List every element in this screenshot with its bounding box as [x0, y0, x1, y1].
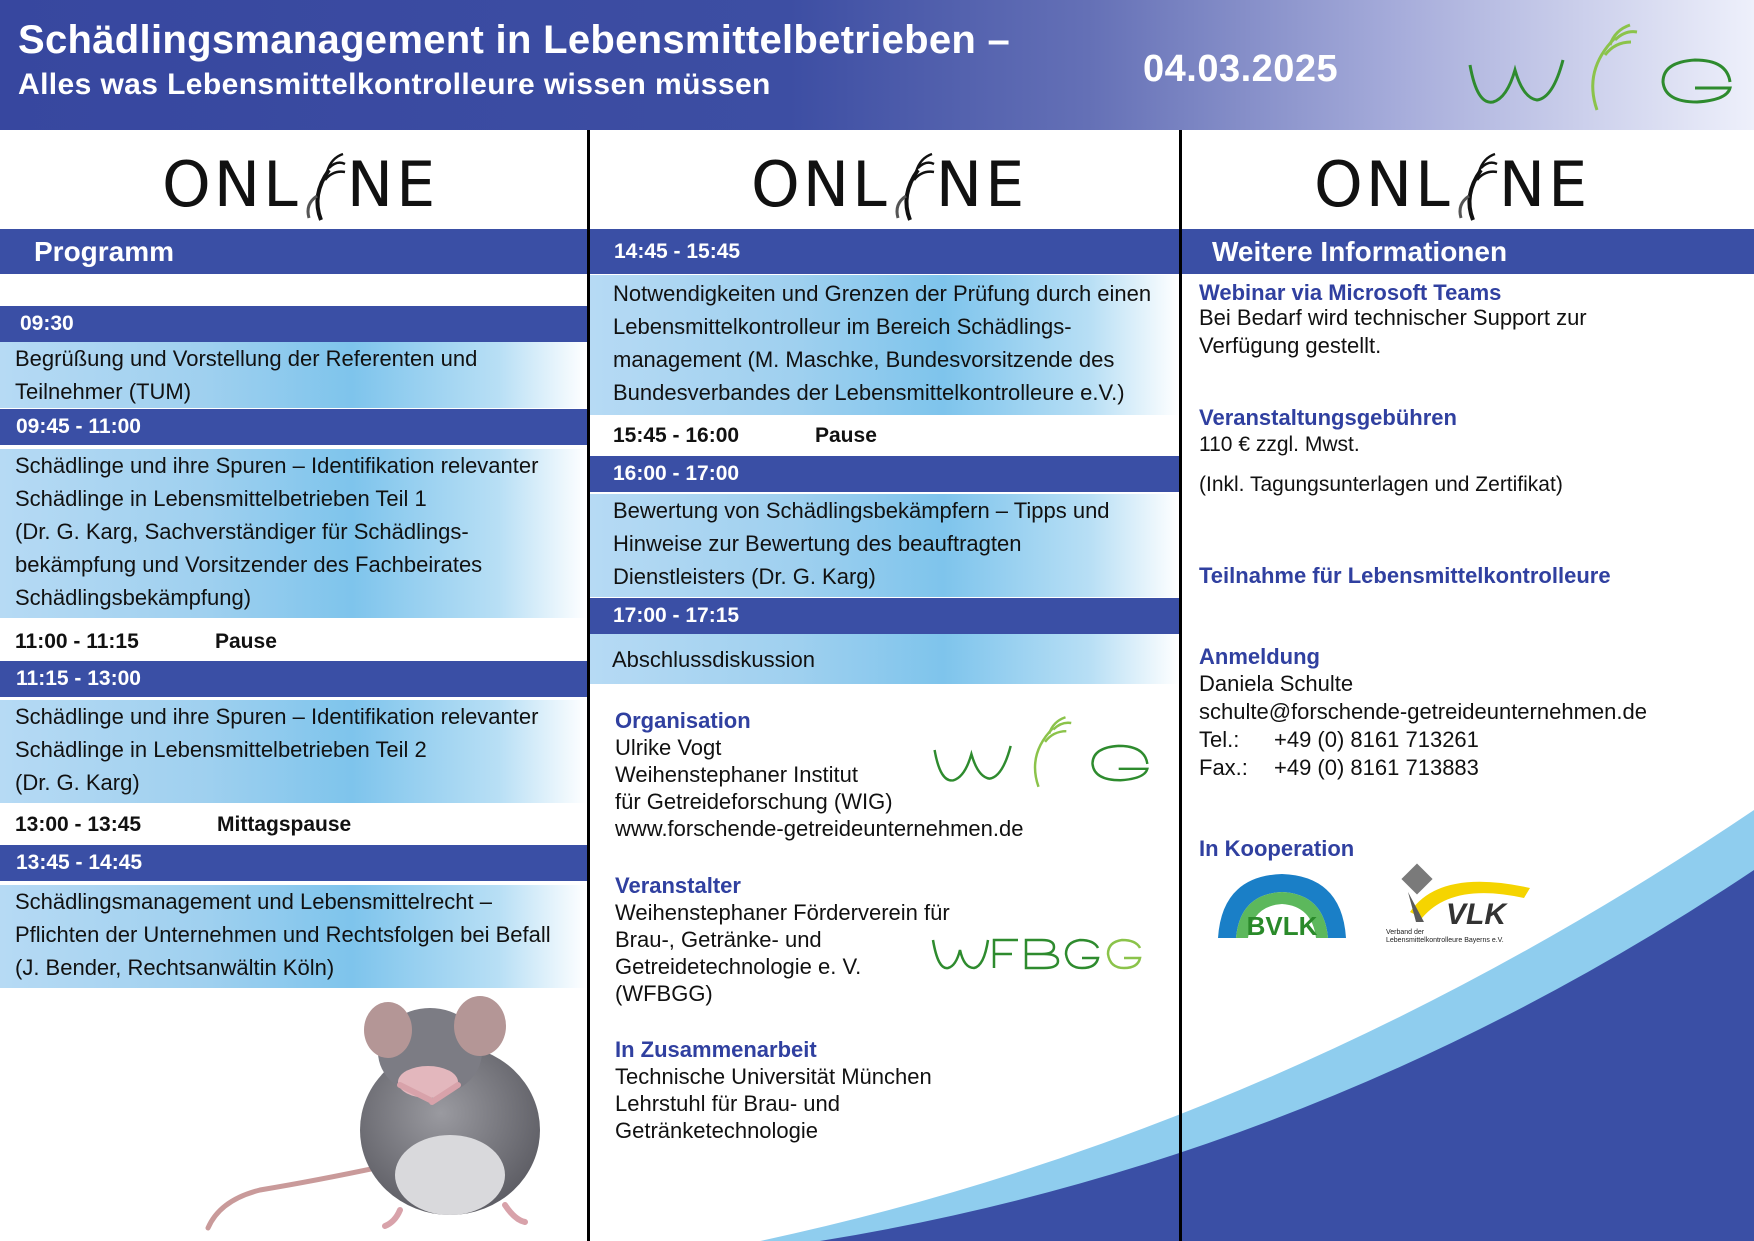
online-text-left: ONL	[162, 147, 301, 221]
time-bar: 17:00 - 17:15	[590, 598, 1179, 634]
veranstalter-line: Weihenstephaner Förderverein für	[615, 900, 950, 925]
organisation-line: Ulrike Vogt	[615, 735, 722, 760]
veranstalter-line: Brau-, Getränke- und	[615, 927, 822, 952]
wheat-i-icon	[301, 140, 347, 228]
vlk-caption-2: Lebensmittelkontrolleure Bayerns e.V.	[1386, 937, 1504, 944]
organisation-line: für Getreideforschung (WIG)	[615, 789, 893, 814]
tel-row	[1199, 726, 1647, 754]
vlk-logo	[1380, 862, 1540, 946]
header-banner	[0, 0, 1754, 130]
session-line: Teilnehmer (TUM)	[15, 379, 192, 404]
session-line: Begrüßung und Vorstellung der Referenten und	[15, 346, 478, 371]
webinar-heading: Webinar via Microsoft Teams	[1199, 280, 1502, 305]
session-block	[590, 275, 1179, 415]
time-bar: 14:45 - 15:45	[590, 229, 1179, 274]
session-line: Notwendigkeiten und Grenzen der Prüfung durch einen	[613, 281, 1152, 306]
pause-row	[15, 624, 575, 660]
registration-name: Daniela Schulte	[1199, 671, 1354, 696]
online-logo-right	[1314, 140, 1590, 228]
page-title: Schädlingsmanagement in Lebensmittelbetrieben –	[18, 18, 1011, 62]
fees-heading: Veranstaltungsgebühren	[1199, 405, 1457, 430]
session-line: Abschlussdiskussion	[612, 647, 815, 672]
online-text-right: NE	[346, 147, 439, 221]
session-line: Schädlinge in Lebensmittelbetrieben Teil 2	[15, 737, 427, 762]
time-bar: 09:45 - 11:00	[0, 409, 587, 445]
pause-label: Pause	[215, 630, 277, 653]
fax-label: Fax.:	[1199, 755, 1248, 780]
wheat-i-icon	[1453, 140, 1499, 228]
vlk-caption-1: Verband der	[1386, 929, 1425, 936]
time-bar: 11:15 - 13:00	[0, 661, 587, 697]
session-block	[0, 449, 587, 618]
webinar-text	[1199, 304, 1587, 360]
session-line: Dienstleisters (Dr. G. Karg)	[613, 564, 876, 589]
tel-label: Tel.:	[1199, 727, 1240, 752]
time-bar: 13:45 - 14:45	[0, 845, 587, 881]
session-line: Schädlingsbekämpfung)	[15, 585, 252, 610]
organisation-website[interactable]: www.forschende-getreideunternehmen.de	[615, 816, 1024, 841]
fax-value: +49 (0) 8161 713883	[1274, 755, 1479, 780]
time-bar: 16:00 - 17:00	[590, 456, 1179, 492]
time-bar: 09:30	[0, 306, 587, 342]
pause-time: 15:45 - 16:00	[613, 424, 740, 447]
veranstalter-line: Getreidetechnologie e. V.	[615, 954, 862, 979]
organisation-line: Weihenstephaner Institut	[615, 762, 858, 787]
registration-heading: Anmeldung	[1199, 644, 1320, 669]
participation-heading: Teilnahme für Lebensmittelkontrolleure	[1199, 563, 1611, 588]
online-logo-left	[162, 140, 438, 228]
vlk-text: VLK	[1446, 898, 1506, 931]
pause-label: Mittagspause	[217, 813, 352, 836]
online-logo-middle	[751, 140, 1027, 228]
veranstalter-heading: Veranstalter	[615, 873, 741, 898]
page-subtitle: Alles was Lebensmittelkontrolleure wissen müssen	[18, 68, 771, 101]
tel-value[interactable]: +49 (0) 8161 713261	[1274, 727, 1479, 752]
bvlk-logo	[1212, 868, 1352, 946]
pause-row	[15, 807, 575, 843]
session-line: (Dr. G. Karg)	[15, 770, 140, 795]
session-block	[590, 634, 1179, 684]
online-text-left: ONL	[751, 147, 890, 221]
pause-row	[613, 418, 1173, 454]
pause-time: 11:00 - 11:15	[15, 630, 139, 653]
wig-logo	[1465, 10, 1740, 120]
column-divider-right	[1179, 130, 1182, 1241]
mouse-illustration	[200, 990, 580, 1235]
column-divider-left	[587, 130, 590, 1241]
session-line: Schädlinge in Lebensmittelbetrieben Teil 1	[15, 486, 427, 511]
organisation-heading: Organisation	[615, 708, 751, 733]
session-line: Schädlinge und ihre Spuren – Identifikation relevanter	[15, 704, 539, 729]
decorative-wave	[760, 800, 1754, 1241]
zusammenarbeit-line: Getränketechnologie	[615, 1118, 819, 1143]
fax-row	[1199, 754, 1647, 782]
cooperation-heading: In Kooperation	[1199, 836, 1355, 861]
online-text-right: NE	[935, 147, 1028, 221]
info-heading: Weitere Informationen	[1182, 229, 1754, 274]
event-date: 04.03.2025	[1143, 48, 1339, 90]
registration-email[interactable]: schulte@forschende-getreideunternehmen.de	[1199, 699, 1647, 724]
session-line: Schädlingsmanagement und Lebensmittelrecht –	[15, 889, 492, 914]
session-line: Pflichten der Unternehmen und Rechtsfolgen bei Befall	[15, 922, 551, 947]
session-line: Lebensmittelkontrolleur im Bereich Schädlings-	[613, 314, 1072, 339]
online-text-left: ONL	[1314, 147, 1453, 221]
bvlk-text: BVLK	[1246, 911, 1318, 941]
zusammenarbeit-heading: In Zusammenarbeit	[615, 1037, 817, 1062]
session-line: Bewertung von Schädlingsbekämpfern – Tipps und	[613, 498, 1110, 523]
session-line: Hinweise zur Bewertung des beauftragten	[613, 531, 1022, 556]
session-block	[0, 700, 587, 803]
registration-block	[1199, 670, 1647, 782]
session-line: (Dr. G. Karg, Sachverständiger für Schädlings-	[15, 519, 469, 544]
session-line: (J. Bender, Rechtsanwältin Köln)	[15, 955, 335, 980]
session-line: bekämpfung und Vorsitzender des Fachbeirates	[15, 552, 483, 577]
pause-label: Pause	[815, 424, 877, 447]
webinar-line: Bei Bedarf wird technischer Support zur	[1199, 305, 1587, 330]
webinar-line: Verfügung gestellt.	[1199, 333, 1382, 358]
program-heading: Programm	[0, 229, 587, 274]
fees-price: 110 € zzgl. Mwst.	[1199, 433, 1360, 456]
veranstalter-line: (WFBGG)	[615, 981, 713, 1006]
zusammenarbeit-line: Technische Universität München	[615, 1064, 932, 1089]
session-block	[0, 342, 587, 408]
session-line: management (M. Maschke, Bundesvorsitzende des	[613, 347, 1115, 372]
session-block	[590, 494, 1179, 597]
zusammenarbeit-line: Lehrstuhl für Brau- und	[615, 1091, 841, 1116]
online-text-right: NE	[1498, 147, 1591, 221]
fees-note: (Inkl. Tagungsunterlagen und Zertifikat)	[1199, 473, 1563, 496]
session-block	[0, 885, 587, 988]
session-line: Schädlinge und ihre Spuren – Identifikation relevanter	[15, 453, 539, 478]
session-line: Bundesverbandes der Lebensmittelkontrolleure e.V.)	[613, 380, 1125, 405]
wig-logo	[928, 705, 1158, 795]
pause-time: 13:00 - 13:45	[15, 813, 142, 836]
wheat-i-icon	[890, 140, 936, 228]
